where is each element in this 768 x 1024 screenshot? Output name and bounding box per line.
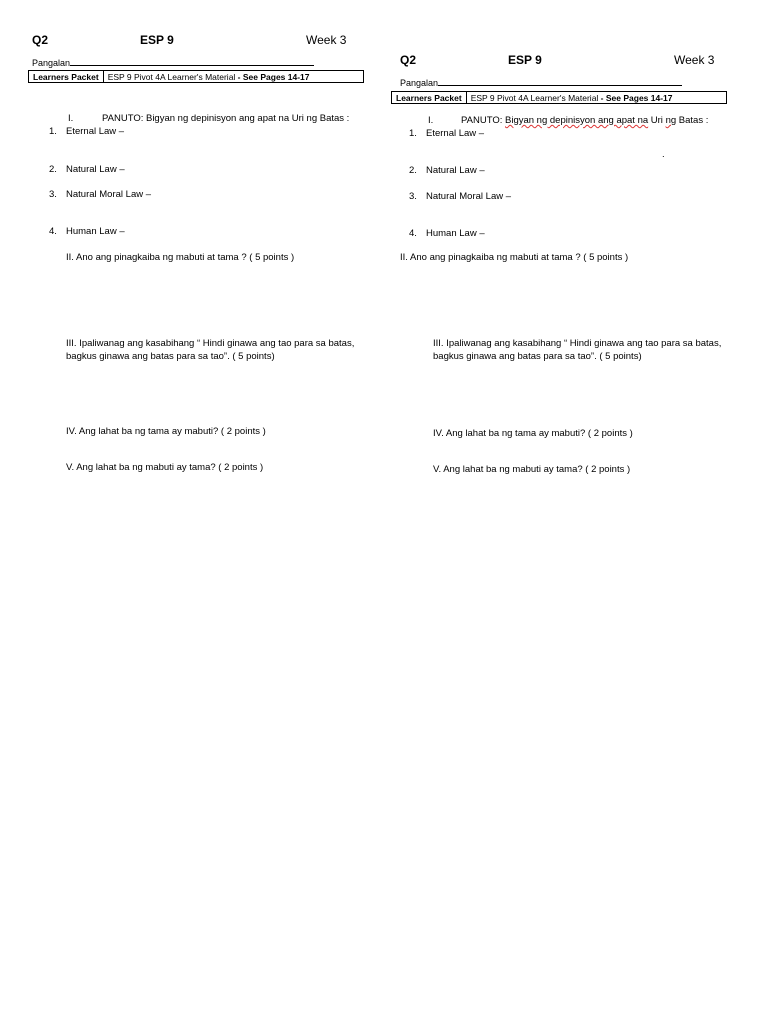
packet-label: Learners Packet [392,92,467,103]
law-item: Eternal Law – [66,126,125,137]
instruction-part-spellcheck: ng [665,115,677,126]
worksheet-right [384,0,768,500]
week-label: Week 3 [306,33,347,47]
name-field [32,56,314,68]
part1-numeral: I. [68,113,74,124]
packet-pages: - See Pages 14-17 [237,72,310,82]
question-2: II. Ano ang pinagkaiba ng mabuti at tama ? ( 5 points ) [66,252,295,263]
law-number: 4. [49,226,57,237]
law-number: 4. [409,228,417,239]
instruction-part: Uri [648,115,666,126]
packet-label: Learners Packet [29,71,104,82]
learners-packet-box [391,91,727,104]
law-number: 1. [49,126,57,137]
part1-instruction [461,115,708,126]
law-item: Natural Moral Law – [426,191,512,202]
packet-material: ESP 9 Pivot 4A Learner's Material [107,72,238,82]
name-label: Pangalan [400,78,439,88]
law-number: 3. [409,191,417,202]
packet-material: ESP 9 Pivot 4A Learner's Material [470,93,601,103]
subject-label: ESP 9 [140,33,174,47]
instruction-part-spellcheck: Bigyan ng depinisyon ang apat na [505,115,649,126]
worksheet-left [0,0,384,500]
law-item: Natural Law – [426,165,485,176]
question-2: II. Ano ang pinagkaiba ng mabuti at tama ? ( 5 points ) [400,252,629,263]
law-item: Human Law – [66,226,125,237]
question-5: V. Ang lahat ba ng mabuti ay tama? ( 2 points ) [433,464,631,475]
law-item: Natural Law – [66,164,125,175]
question-4: IV. Ang lahat ba ng tama ay mabuti? ( 2 points ) [66,426,266,437]
law-number: 3. [49,189,57,200]
quarter-label: Q2 [400,53,417,67]
name-field [400,76,682,88]
subject-label: ESP 9 [508,53,542,67]
packet-reference [467,92,677,103]
name-blank [70,56,314,66]
instruction-part: Batas : [676,115,709,126]
quarter-label: Q2 [32,33,49,47]
question-5: V. Ang lahat ba ng mabuti ay tama? ( 2 points ) [66,462,264,473]
question-4: IV. Ang lahat ba ng tama ay mabuti? ( 2 points ) [433,428,633,439]
name-blank [438,76,682,86]
law-number: 2. [409,165,417,176]
question-3: III. Ipaliwanag ang kasabihang “ Hindi ginawa ang tao para sa batas, bagkus ginawa ang batas para sa tao”. ( 5 points) [66,338,355,362]
part1-instruction: PANUTO: Bigyan ng depinisyon ang apat na Uri ng Batas : [102,113,350,124]
law-number: 2. [49,164,57,175]
week-label: Week 3 [674,53,715,67]
law-item: Eternal Law – [426,128,485,139]
part1-numeral: I. [428,115,434,126]
packet-reference [104,71,314,82]
name-label: Pangalan [32,58,71,68]
packet-pages: - See Pages 14-17 [600,93,673,103]
instruction-part: PANUTO: [461,115,505,126]
law-item: Natural Moral Law – [66,189,152,200]
law-item: Human Law – [426,228,485,239]
stray-mark: . [662,149,665,160]
question-3: III. Ipaliwanag ang kasabihang “ Hindi ginawa ang tao para sa batas, bagkus ginawa ang batas para sa tao”. ( 5 points) [433,338,722,362]
learners-packet-box [28,70,364,83]
law-number: 1. [409,128,417,139]
